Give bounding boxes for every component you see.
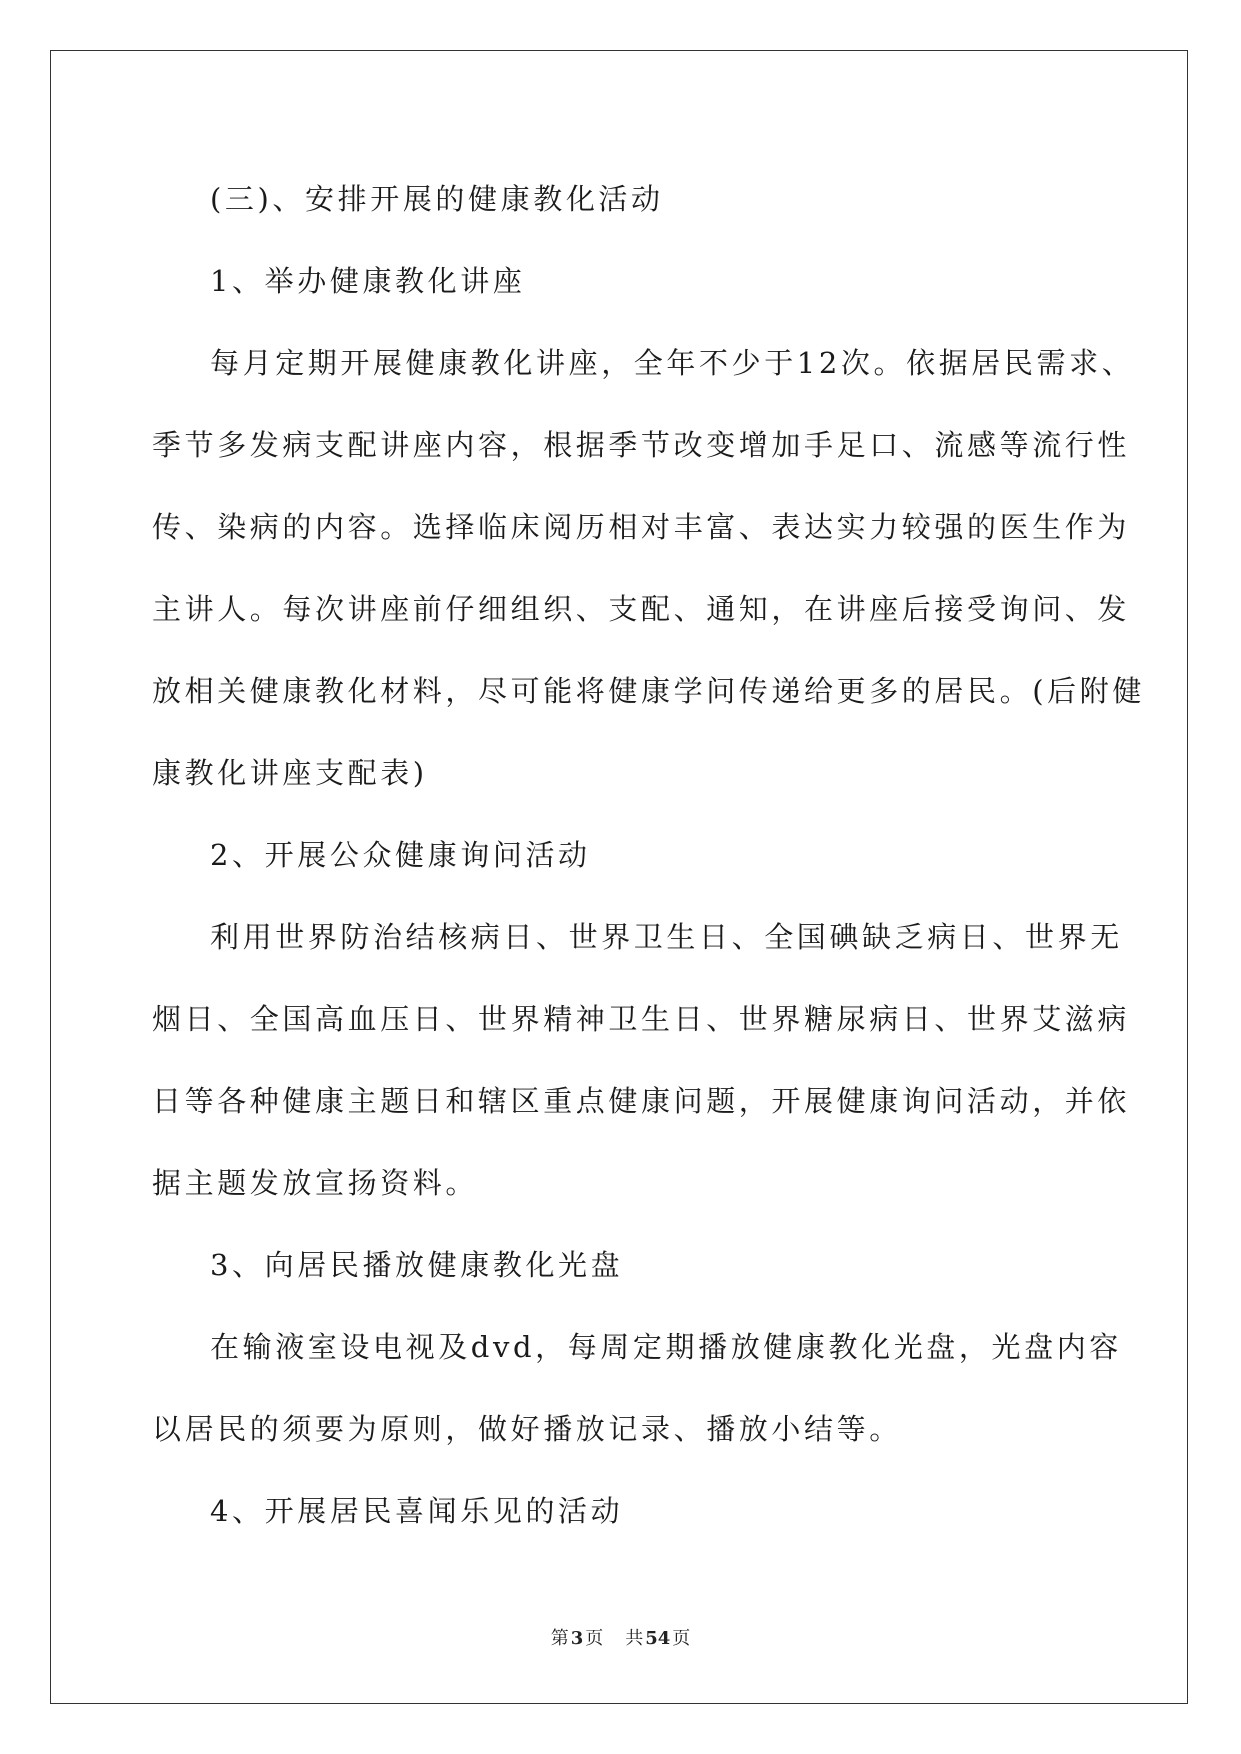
document-body [152,158,1145,1552]
paragraph-line: 主讲人。每次讲座前仔细组织、支配、通知，在讲座后接受询问、发 [152,592,1131,626]
paragraph-line: 日等各种健康主题日和辖区重点健康问题，开展健康询问活动，并依 [152,1084,1131,1118]
paragraph-line: 据主题发放宣扬资料。 [152,1166,479,1200]
subheading-consultation: 2、开展公众健康询问活动 [210,838,591,872]
paragraph-line: 利用世界防治结核病日、世界卫生日、全国碘缺乏病日、世界无 [210,920,1123,954]
page-number: 3 [570,1628,584,1649]
total-pages: 54 [645,1628,671,1649]
page-prefix: 第 [550,1628,569,1649]
paragraph-line: 康教化讲座支配表) [152,756,428,790]
total-prefix: 共 [625,1628,644,1649]
subheading-lectures: 1、举办健康教化讲座 [210,264,526,298]
paragraph-line: 传、染病的内容。选择临床阅历相对丰富、表达实力较强的医生作为 [152,510,1131,544]
paragraph-line: 每月定期开展健康教化讲座，全年不少于12次。依据居民需求、 [210,346,1135,380]
paragraph-line: 季节多发病支配讲座内容，根据季节改变增加手足口、流感等流行性 [152,428,1131,462]
paragraph-line: 烟日、全国高血压日、世界精神卫生日、世界糖尿病日、世界艾滋病 [152,1002,1131,1036]
total-suffix: 页 [672,1628,691,1649]
paragraph-line: 以居民的须要为原则，做好播放记录、播放小结等。 [152,1412,902,1446]
page-suffix: 页 [585,1628,604,1649]
paragraph-line: 在输液室设电视及dvd，每周定期播放健康教化光盘，光盘内容 [210,1330,1122,1364]
subheading-activities: 4、开展居民喜闻乐见的活动 [210,1494,624,1528]
subheading-video: 3、向居民播放健康教化光盘 [210,1248,624,1282]
section-heading: (三)、安排开展的健康教化活动 [210,182,664,216]
page-footer [0,1624,1241,1650]
paragraph-line: 放相关健康教化材料，尽可能将健康学问传递给更多的居民。(后附健 [152,674,1145,708]
